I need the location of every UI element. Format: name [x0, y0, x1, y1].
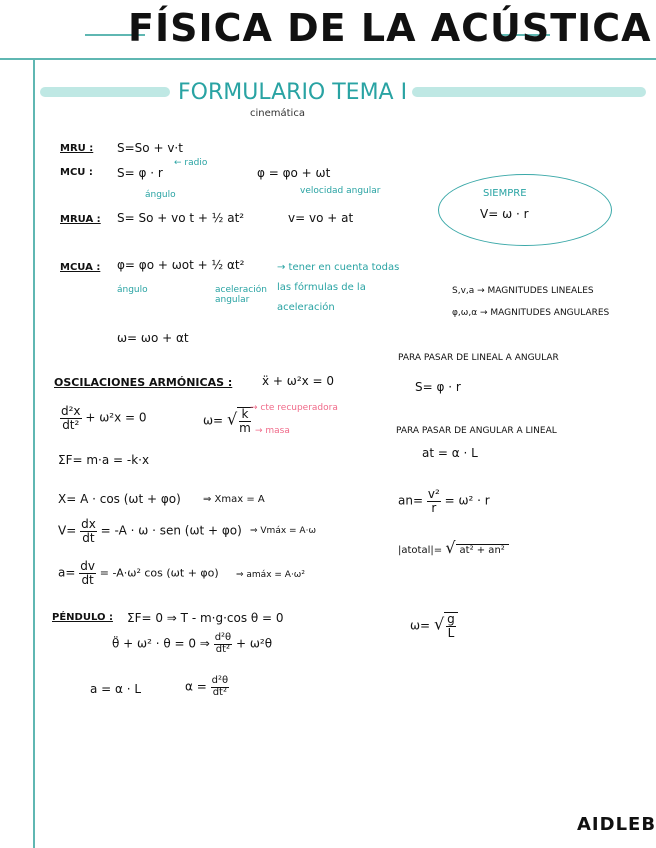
- pendulo-eq2-num: d²θ: [214, 632, 232, 643]
- v-rest: = -A · ω · sen (ωt + φo): [100, 523, 242, 538]
- mcua-label: MCUA :: [60, 262, 101, 273]
- pendulo-eq2-rest: + ω²θ: [236, 636, 273, 651]
- mcu-formula: S= φ · r: [117, 166, 163, 180]
- mrua-formula: S= So + vo t + ½ at²: [117, 211, 245, 225]
- header-rule: [0, 58, 656, 60]
- omega-formula: ω= √ $\frac{k}{m}$: [203, 407, 251, 435]
- magnitudes-lineales: S,v,a → MAGNITUDES LINEALES: [452, 286, 594, 296]
- section-title: FORMULARIO TEMA I: [178, 80, 408, 105]
- xmax: ⇒ Xmax = A: [203, 494, 265, 505]
- pendulo-eq1: ΣF= 0 ⇒ T - m·g·cos θ = 0: [127, 611, 284, 625]
- siempre-title: SIEMPRE: [483, 188, 527, 199]
- atotal-radicand: at² + an²: [456, 544, 509, 556]
- magnitudes-angulares: φ,ω,α → MAGNITUDES ANGULARES: [452, 308, 610, 318]
- pendulo-eq2: [112, 633, 272, 655]
- mcua-formula2: ω= ωo + αt: [117, 331, 189, 345]
- conversion-at: at = α · L: [422, 446, 478, 460]
- pendulo-eq2-left: θ̈ + ω² · θ = 0 ⇒: [112, 636, 210, 651]
- a-den: dt: [81, 572, 94, 587]
- pendulo-alpha-label: α =: [185, 679, 207, 694]
- an-formula: [398, 488, 490, 514]
- pendulo-eq2-den: dt²: [215, 643, 231, 655]
- pendulo-omega: ω= √ $\frac{g}{L}$: [410, 612, 458, 639]
- eq2-num: d²x: [61, 404, 81, 418]
- mcua-formula: φ= φo + ωot + ½ αt²: [117, 258, 245, 272]
- mrua-label: MRUA :: [60, 214, 101, 225]
- omega-den: m: [239, 420, 251, 435]
- omega-label: ω=: [203, 413, 224, 428]
- conversion-title2: PARA PASAR DE ANGULAR A LINEAL: [396, 426, 557, 436]
- subheader-bar-left: [40, 87, 170, 97]
- v-formula: [58, 518, 242, 544]
- mru-formula: S=So + v·t: [117, 141, 183, 155]
- mcua-note-angulo: ángulo: [117, 285, 148, 295]
- oscilaciones-eq1: ẍ + ω²x = 0: [262, 374, 335, 388]
- a-label: a=: [58, 565, 76, 580]
- eq2-rest: + ω²x = 0: [85, 410, 147, 425]
- mcua-note-acel: aceleración angular: [215, 285, 267, 305]
- an-rest: = ω² · r: [444, 493, 490, 508]
- atotal-label: |atotal|=: [398, 545, 443, 556]
- vmax: ⇒ Vmáx = A·ω: [250, 526, 316, 536]
- mcu-note-radio: ← radio: [174, 158, 208, 168]
- margin-rule: [33, 58, 35, 848]
- an-label: an=: [398, 493, 424, 508]
- mcu-note-vel: velocidad angular: [300, 186, 381, 196]
- pendulo-omega-label: ω=: [410, 618, 431, 633]
- note-masa: → masa: [255, 426, 290, 436]
- note-cte: → cte recuperadora: [250, 403, 338, 413]
- pendulo-omega-den: L: [447, 625, 455, 640]
- omega-num: k: [239, 408, 251, 422]
- v-den: dt: [82, 530, 95, 545]
- pendulo-omega-num: g: [447, 612, 455, 626]
- pendulo-a: a = α · L: [90, 682, 142, 696]
- x-formula: X= A · cos (ωt + φo): [58, 492, 181, 506]
- pendulo-label: PÉNDULO :: [52, 612, 113, 623]
- an-den: r: [431, 500, 437, 515]
- oscilaciones-title: OSCILACIONES ARMÓNICAS :: [54, 376, 233, 389]
- a-num: dv: [80, 559, 95, 573]
- eq2-den: dt²: [62, 417, 80, 432]
- v-num: dx: [81, 517, 96, 531]
- section-subtitle: cinemática: [250, 108, 305, 119]
- sumf-formula: ΣF= m·a = -k·x: [58, 453, 150, 467]
- mcu-formula2: φ = φo + ωt: [257, 166, 331, 180]
- conversion-s: S= φ · r: [415, 380, 461, 394]
- an-num: v²: [427, 487, 440, 501]
- oscilaciones-eq2: [60, 405, 147, 431]
- atotal-formula: |atotal|= √ at² + an²: [398, 538, 509, 557]
- v-label: V=: [58, 523, 77, 538]
- amax: ⇒ amáx = A·ω²: [236, 570, 305, 580]
- pendulo-alpha-num: d²θ: [211, 675, 229, 686]
- mru-label: MRU :: [60, 143, 94, 154]
- mrua-formula2: v= vo + at: [288, 211, 354, 225]
- page-title: FÍSICA DE LA ACÚSTICA: [128, 6, 652, 50]
- conversion-title1: PARA PASAR DE LINEAL A ANGULAR: [398, 353, 559, 363]
- mcu-label: MCU :: [60, 167, 93, 178]
- subheader-bar-right: [412, 87, 646, 97]
- a-formula: [58, 560, 219, 586]
- siempre-formula: V= ω · r: [480, 207, 529, 221]
- mcu-note-angulo: ángulo: [145, 190, 176, 200]
- pendulo-alpha-den: dt²: [212, 686, 227, 698]
- mcua-note-tener: → tener en cuenta todas las fórmulas de la aceleración: [277, 262, 400, 313]
- a-rest: = -A·ω² cos (ωt + φo): [99, 566, 219, 580]
- signature: AIDLEB: [577, 814, 656, 835]
- pendulo-alpha: [185, 676, 229, 698]
